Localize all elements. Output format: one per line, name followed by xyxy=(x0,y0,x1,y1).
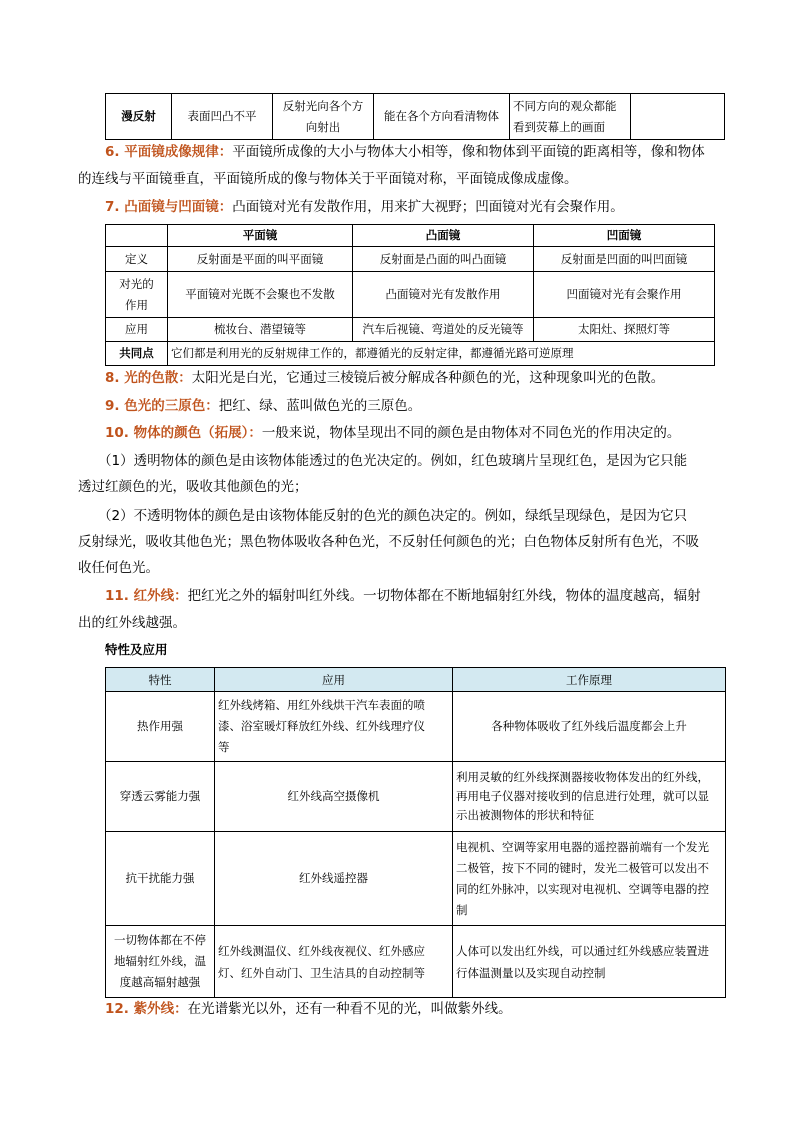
table-cell: 反射面是凹面的叫凹面镜 xyxy=(534,247,715,272)
table-row xyxy=(106,832,726,926)
table-cell: 红外线测温仪、红外线夜视仪、红外感应 灯、红外自动门、卫生洁具的自动控制等 xyxy=(215,926,453,998)
section-9: 9. 色光的三原色：把红、绿、蓝叫做色光的三原色。 xyxy=(105,398,422,414)
table-row xyxy=(106,926,726,998)
section-heading: 12. 紫外线： xyxy=(105,1001,188,1017)
table-cell: 各种物体吸收了红外线后温度都会上升 xyxy=(453,692,726,762)
table-header-cell: 平面镜 xyxy=(168,225,353,247)
table-cell: 凸面镜对光有发散作用 xyxy=(353,272,534,318)
table-header-cell: 凸面镜 xyxy=(353,225,534,247)
table-cell: 红外线遥控器 xyxy=(215,832,453,926)
table-cell: 能在各个方向看清物体 xyxy=(374,94,510,140)
section-6-line-2: 的连线与平面镜垂直，平面镜所成的像与物体关于平面镜对称，平面镜成像成虚像。 xyxy=(78,171,578,187)
section-heading: 10. 物体的颜色（拓展）： xyxy=(105,425,262,441)
table-cell: 表面凹凸不平 xyxy=(172,94,273,140)
table-cell: 反射面是平面的叫平面镜 xyxy=(168,247,353,272)
row-label: 定义 xyxy=(106,247,168,272)
row-label: 共同点 xyxy=(106,342,168,366)
table-cell: 不同方向的观众都能 看到荧幕上的画面 xyxy=(510,94,631,140)
table-cell: 太阳灶、探照灯等 xyxy=(534,318,715,342)
table-cell: 反射光向各个方 向射出 xyxy=(273,94,374,140)
table-header-row xyxy=(106,225,715,247)
table-cell: 利用灵敏的红外线探测器接收物体发出的红外线， 再用电子仪器对接收到的信息进行处理，就可以显 示出被测物体的形状和特征 xyxy=(453,762,726,832)
table-cell: 抗干扰能力强 xyxy=(106,832,215,926)
section-heading: 7. 凸面镜与凹面镜： xyxy=(105,199,233,215)
table-cell: 漫反射 xyxy=(106,94,172,140)
table-cell: 红外线烤箱、用红外线烘干汽车表面的喷 漆、浴室暖灯释放红外线、红外线理疗仪 等 xyxy=(215,692,453,762)
table-cell: 红外线高空摄像机 xyxy=(215,762,453,832)
section-heading: 11. 红外线： xyxy=(105,588,188,604)
table-row xyxy=(106,272,715,318)
table-cell: 穿透云雾能力强 xyxy=(106,762,215,832)
table-header-cell: 特性 xyxy=(106,668,215,692)
infrared-table xyxy=(105,667,726,998)
section-10-p1-line-1: （1）透明物体的颜色是由该物体能透过的色光决定的。例如，红色玻璃片呈现红色，是因为它只能 xyxy=(98,453,688,469)
table-row xyxy=(106,342,715,366)
section-10-p2-line-2: 反射绿光，吸收其他色光；黑色物体吸收各种色光，不反射任何颜色的光；白色物体反射所有色光，不吸 xyxy=(78,534,699,550)
table-row xyxy=(106,762,726,832)
table-header-row xyxy=(106,668,726,692)
section-heading: 6. 平面镜成像规律： xyxy=(105,144,233,160)
table-header-cell: 凹面镜 xyxy=(534,225,715,247)
subheading: 特性及应用 xyxy=(105,642,168,657)
table-row xyxy=(106,318,715,342)
table-cell: 一切物体都在不停 地辐射红外线，温 度越高辐射越强 xyxy=(106,926,215,998)
row-label: 应用 xyxy=(106,318,168,342)
table-header-cell: 工作原理 xyxy=(453,668,726,692)
table-cell: 反射面是凸面的叫凸面镜 xyxy=(353,247,534,272)
section-6: 6. 平面镜成像规律：平面镜所成像的大小与物体大小相等，像和物体到平面镜的距离相等，像和物体 xyxy=(105,144,705,160)
table-cell: 平面镜对光既不会聚也不发散 xyxy=(168,272,353,318)
table-cell: 人体可以发出红外线，可以通过红外线感应装置进 行体温测量以及实现自动控制 xyxy=(453,926,726,998)
section-11-line-2: 出的红外线越强。 xyxy=(78,615,186,631)
table-cell: 热作用强 xyxy=(106,692,215,762)
section-10-p2-line-3: 收任何色光。 xyxy=(78,560,159,576)
table-row xyxy=(106,247,715,272)
reflection-table xyxy=(105,93,725,140)
table-row xyxy=(106,692,726,762)
section-12: 12. 紫外线：在光谱紫光以外，还有一种看不见的光，叫做紫外线。 xyxy=(105,1001,512,1017)
table-cell: 电视机、空调等家用电器的遥控器前端有一个发光 二极管，按下不同的键时，发光二极管可以发出不 同的红外脉冲，以实现对电视机、空调等电器的控 制 xyxy=(453,832,726,926)
section-11: 11. 红外线：把红光之外的辐射叫红外线。一切物体都在不断地辐射红外线，物体的温度越高，辐射 xyxy=(105,588,701,604)
table-cell: 凹面镜对光有会聚作用 xyxy=(534,272,715,318)
section-10: 10. 物体的颜色（拓展）：一般来说，物体呈现出不同的颜色是由物体对不同色光的作用决定的。 xyxy=(105,425,681,441)
section-10-p1-line-2: 透过红颜色的光，吸收其他颜色的光； xyxy=(78,479,308,495)
table-cell xyxy=(631,94,725,140)
table-cell: 梳妆台、潜望镜等 xyxy=(168,318,353,342)
mirror-comparison-table xyxy=(105,224,715,366)
section-7: 7. 凸面镜与凹面镜：凸面镜对光有发散作用，用来扩大视野；凹面镜对光有会聚作用。 xyxy=(105,199,624,215)
row-label: 对光的 作用 xyxy=(106,272,168,318)
table-row xyxy=(106,94,725,140)
table-header-cell xyxy=(106,225,168,247)
section-heading: 9. 色光的三原色： xyxy=(105,398,219,414)
table-header-cell: 应用 xyxy=(215,668,453,692)
table-cell: 汽车后视镜、弯道处的反光镜等 xyxy=(353,318,534,342)
section-heading: 8. 光的色散： xyxy=(105,370,192,386)
section-8: 8. 光的色散：太阳光是白光，它通过三棱镜后被分解成各种颜色的光，这种现象叫光的色散。 xyxy=(105,370,665,386)
section-10-p2-line-1: （2）不透明物体的颜色是由该物体能反射的色光的颜色决定的。例如，绿纸呈现绿色，是因为它只 xyxy=(98,508,688,524)
table-cell: 它们都是利用光的反射规律工作的，都遵循光的反射定律，都遵循光路可逆原理 xyxy=(168,342,715,366)
